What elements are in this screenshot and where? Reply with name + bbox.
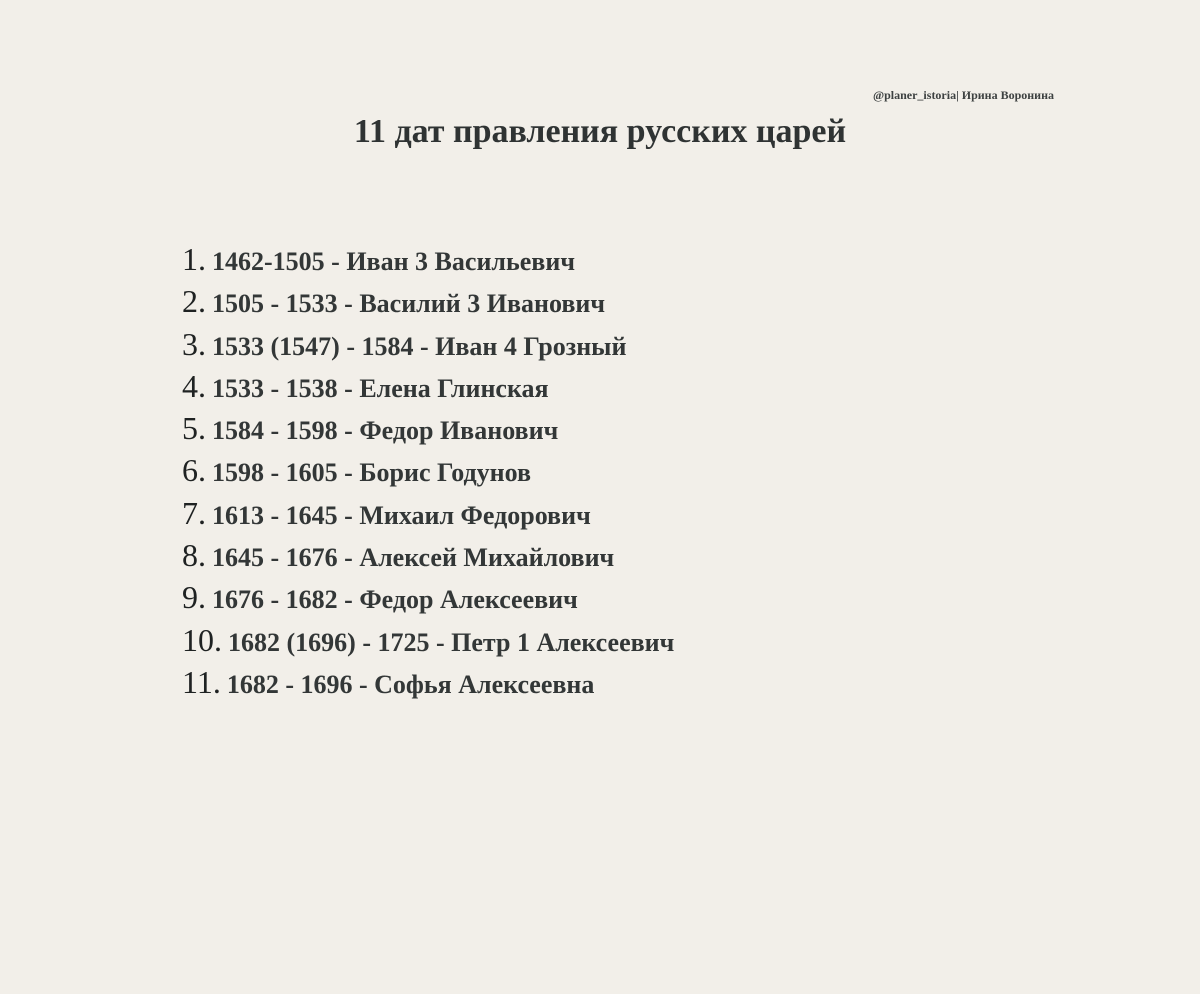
- list-item: [182, 492, 674, 534]
- item-number: 11.: [182, 663, 221, 700]
- list-item: [182, 407, 674, 449]
- item-number: 1.: [182, 241, 206, 277]
- item-text: 1676 - 1682 - Федор Алексеевич: [212, 585, 578, 615]
- item-text: 1533 (1547) - 1584 - Иван 4 Грозный: [212, 331, 627, 361]
- item-number: 2.: [182, 283, 206, 320]
- item-text: 1645 - 1676 - Алексей Михайлович: [212, 543, 615, 573]
- list-item: [182, 280, 674, 322]
- list-item: [182, 534, 674, 576]
- rulers-list: [182, 238, 674, 703]
- item-text: 1462-1505 - Иван 3 Васильевич: [212, 247, 575, 276]
- item-text: 1598 - 1605 - Борис Годунов: [212, 458, 532, 488]
- page-title: 11 дат правления русских царей: [353, 113, 847, 150]
- item-text: 1533 - 1538 - Елена Глинская: [212, 373, 549, 403]
- list-item: [182, 365, 674, 407]
- item-number: 7.: [182, 494, 206, 531]
- item-number: 3.: [182, 325, 206, 362]
- item-text: 1682 - 1696 - Софья Алексеевна: [226, 669, 595, 699]
- item-number: 5.: [182, 410, 206, 447]
- item-text: 1682 (1696) - 1725 - Петр 1 Алексеевич: [228, 627, 675, 657]
- list-item: [182, 619, 674, 661]
- item-number: 9.: [182, 579, 206, 616]
- list-item: [182, 323, 674, 365]
- item-text: 1613 - 1645 - Михаил Федорович: [212, 500, 591, 530]
- list-item: [182, 238, 674, 280]
- item-number: 8.: [182, 537, 206, 574]
- item-number: 10.: [182, 621, 222, 658]
- author-credit: @planer_istoria| Ирина Воронина: [872, 88, 1054, 102]
- item-number: 6.: [182, 452, 206, 489]
- item-number: 4.: [182, 367, 206, 404]
- list-item: [182, 449, 674, 491]
- list-item: [182, 576, 674, 618]
- list-item: [182, 661, 674, 703]
- item-text: 1505 - 1533 - Василий 3 Иванович: [212, 289, 606, 319]
- item-text: 1584 - 1598 - Федор Иванович: [212, 416, 559, 446]
